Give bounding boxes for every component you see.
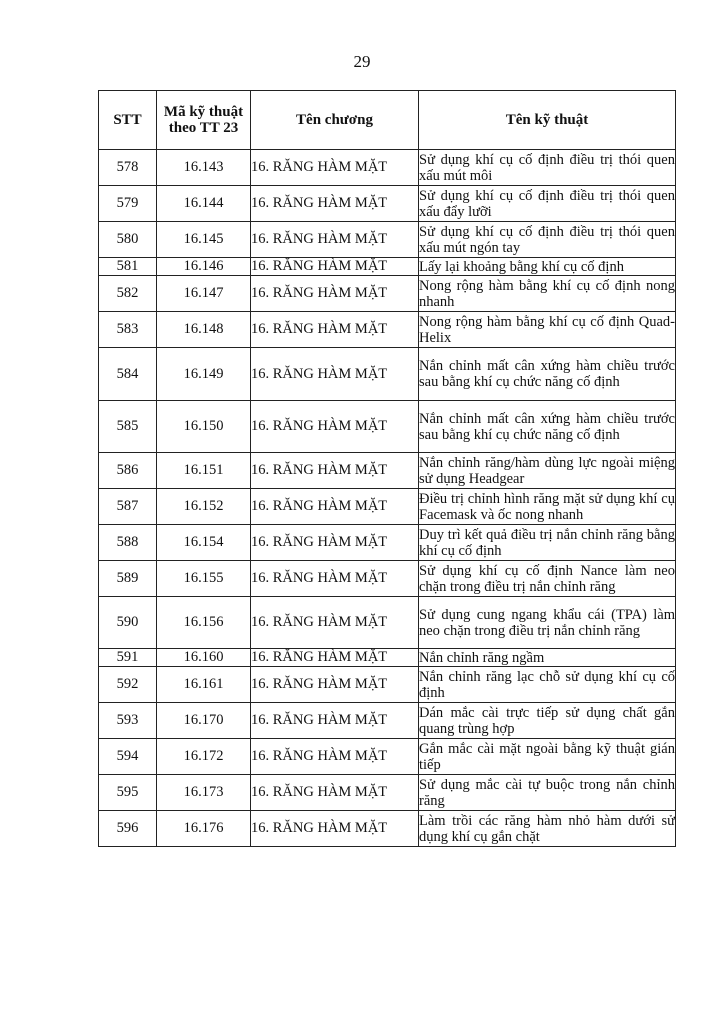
stt-cell: 583: [99, 312, 157, 348]
chapter-cell: 16. RĂNG HÀM MẶT: [251, 703, 419, 739]
chapter-cell: 16. RĂNG HÀM MẶT: [251, 453, 419, 489]
table-row: [99, 150, 676, 186]
header-technique: Tên kỹ thuật: [419, 91, 676, 150]
technique-name-cell: Duy trì kết quả điều trị nắn chỉnh răng bằng khí cụ cố định: [419, 526, 675, 559]
code-cell: 16.160: [157, 649, 251, 667]
technique-name-cell: Nong rộng hàm bằng khí cụ cố định Quad-Helix: [419, 313, 675, 346]
table-row: [99, 222, 676, 258]
chapter-cell: 16. RĂNG HÀM MẶT: [251, 775, 419, 811]
technique-name-cell: Sử dụng khí cụ cố định Nance làm neo chặn trong điều trị nắn chỉnh răng: [419, 562, 675, 595]
stt-cell: 580: [99, 222, 157, 258]
stt-cell: 588: [99, 525, 157, 561]
chapter-cell: 16. RĂNG HÀM MẶT: [251, 597, 419, 649]
code-cell: 16.143: [157, 150, 251, 186]
technique-name-cell: Sử dụng mắc cài tự buộc trong nắn chỉnh răng: [419, 776, 675, 809]
code-cell: 16.150: [157, 401, 251, 453]
stt-cell: 587: [99, 489, 157, 525]
chapter-cell: 16. RĂNG HÀM MẶT: [251, 186, 419, 222]
code-cell: 16.155: [157, 561, 251, 597]
header-code: Mã kỹ thuật theo TT 23: [157, 91, 251, 150]
chapter-cell: 16. RĂNG HÀM MẶT: [251, 811, 419, 847]
table-row: [99, 561, 676, 597]
code-cell: 16.149: [157, 348, 251, 401]
code-cell: 16.156: [157, 597, 251, 649]
technique-name-cell: Gắn mắc cài mặt ngoài bằng kỹ thuật gián tiếp: [419, 740, 675, 773]
chapter-cell: 16. RĂNG HÀM MẶT: [251, 525, 419, 561]
stt-cell: 596: [99, 811, 157, 847]
table-row: [99, 811, 676, 847]
table-row: [99, 703, 676, 739]
stt-cell: 585: [99, 401, 157, 453]
code-cell: 16.148: [157, 312, 251, 348]
chapter-cell: 16. RĂNG HÀM MẶT: [251, 489, 419, 525]
chapter-cell: 16. RĂNG HÀM MẶT: [251, 401, 419, 453]
table-row: [99, 667, 676, 703]
table-row: [99, 312, 676, 348]
stt-cell: 595: [99, 775, 157, 811]
chapter-cell: 16. RĂNG HÀM MẶT: [251, 150, 419, 186]
technique-name-cell: Sử dụng khí cụ cố định điều trị thói quen xấu đẩy lưỡi: [419, 187, 675, 220]
stt-cell: 592: [99, 667, 157, 703]
stt-cell: 586: [99, 453, 157, 489]
table-row: [99, 348, 676, 401]
technique-name-cell: Nắn chỉnh răng ngầm: [419, 649, 676, 667]
table-row: [99, 597, 676, 649]
table-row: [99, 489, 676, 525]
code-cell: 16.170: [157, 703, 251, 739]
stt-cell: 582: [99, 276, 157, 312]
code-cell: 16.144: [157, 186, 251, 222]
technique-name-cell: Nắn chỉnh răng lạc chỗ sử dụng khí cụ cố định: [419, 668, 675, 701]
chapter-cell: 16. RĂNG HÀM MẶT: [251, 348, 419, 401]
table-header-row: [99, 91, 676, 150]
code-cell: 16.145: [157, 222, 251, 258]
table-row: [99, 739, 676, 775]
stt-cell: 591: [99, 649, 157, 667]
chapter-cell: 16. RĂNG HÀM MẶT: [251, 276, 419, 312]
table-row: [99, 649, 676, 667]
chapter-cell: 16. RĂNG HÀM MẶT: [251, 222, 419, 258]
chapter-cell: 16. RĂNG HÀM MẶT: [251, 312, 419, 348]
chapter-cell: 16. RĂNG HÀM MẶT: [251, 561, 419, 597]
table-row: [99, 775, 676, 811]
stt-cell: 578: [99, 150, 157, 186]
code-cell: 16.147: [157, 276, 251, 312]
page-number: 29: [353, 52, 371, 71]
technique-table: [98, 90, 676, 847]
table-row: [99, 453, 676, 489]
stt-cell: 594: [99, 739, 157, 775]
stt-cell: 579: [99, 186, 157, 222]
code-cell: 16.152: [157, 489, 251, 525]
table-row: [99, 258, 676, 276]
stt-cell: 589: [99, 561, 157, 597]
stt-cell: 590: [99, 597, 157, 649]
code-cell: 16.151: [157, 453, 251, 489]
technique-name-cell: Sử dụng khí cụ cố định điều trị thói quen xấu mút ngón tay: [419, 223, 675, 256]
chapter-cell: 16. RĂNG HÀM MẶT: [251, 649, 419, 667]
table-row: [99, 525, 676, 561]
technique-name-cell: Nắn chỉnh mất cân xứng hàm chiều trước sau bằng khí cụ chức năng cố định: [419, 348, 676, 401]
technique-name-cell: Nắn chỉnh răng/hàm dùng lực ngoài miệng sử dụng Headgear: [419, 454, 675, 487]
table-row: [99, 401, 676, 453]
table-row: [99, 276, 676, 312]
technique-name-cell: Lấy lại khoảng bằng khí cụ cố định: [419, 258, 676, 276]
code-cell: 16.176: [157, 811, 251, 847]
table-body: [99, 150, 676, 847]
technique-name-cell: Làm trồi các răng hàm nhỏ hàm dưới sử dụng khí cụ gắn chặt: [419, 812, 675, 845]
chapter-cell: 16. RĂNG HÀM MẶT: [251, 739, 419, 775]
chapter-cell: 16. RĂNG HÀM MẶT: [251, 667, 419, 703]
stt-cell: 584: [99, 348, 157, 401]
technique-name-cell: Sử dụng cung ngang khẩu cái (TPA) làm neo chặn trong điều trị nắn chỉnh răng: [419, 597, 676, 649]
stt-cell: 581: [99, 258, 157, 276]
code-cell: 16.146: [157, 258, 251, 276]
technique-name-cell: Điều trị chỉnh hình răng mặt sử dụng khí cụ Facemask và ốc nong nhanh: [419, 490, 675, 523]
technique-name-cell: Dán mắc cài trực tiếp sử dụng chất gắn quang trùng hợp: [419, 704, 675, 737]
code-cell: 16.173: [157, 775, 251, 811]
code-cell: 16.161: [157, 667, 251, 703]
chapter-cell: 16. RĂNG HÀM MẶT: [251, 258, 419, 276]
code-cell: 16.154: [157, 525, 251, 561]
code-cell: 16.172: [157, 739, 251, 775]
table-row: [99, 186, 676, 222]
technique-name-cell: Nắn chỉnh mất cân xứng hàm chiều trước sau bằng khí cụ chức năng cố định: [419, 401, 676, 453]
header-stt: STT: [99, 91, 157, 150]
stt-cell: 593: [99, 703, 157, 739]
technique-name-cell: Nong rộng hàm bằng khí cụ cố định nong nhanh: [419, 277, 675, 310]
technique-name-cell: Sử dụng khí cụ cố định điều trị thói quen xấu mút môi: [419, 151, 675, 184]
header-chapter: Tên chương: [251, 91, 419, 150]
